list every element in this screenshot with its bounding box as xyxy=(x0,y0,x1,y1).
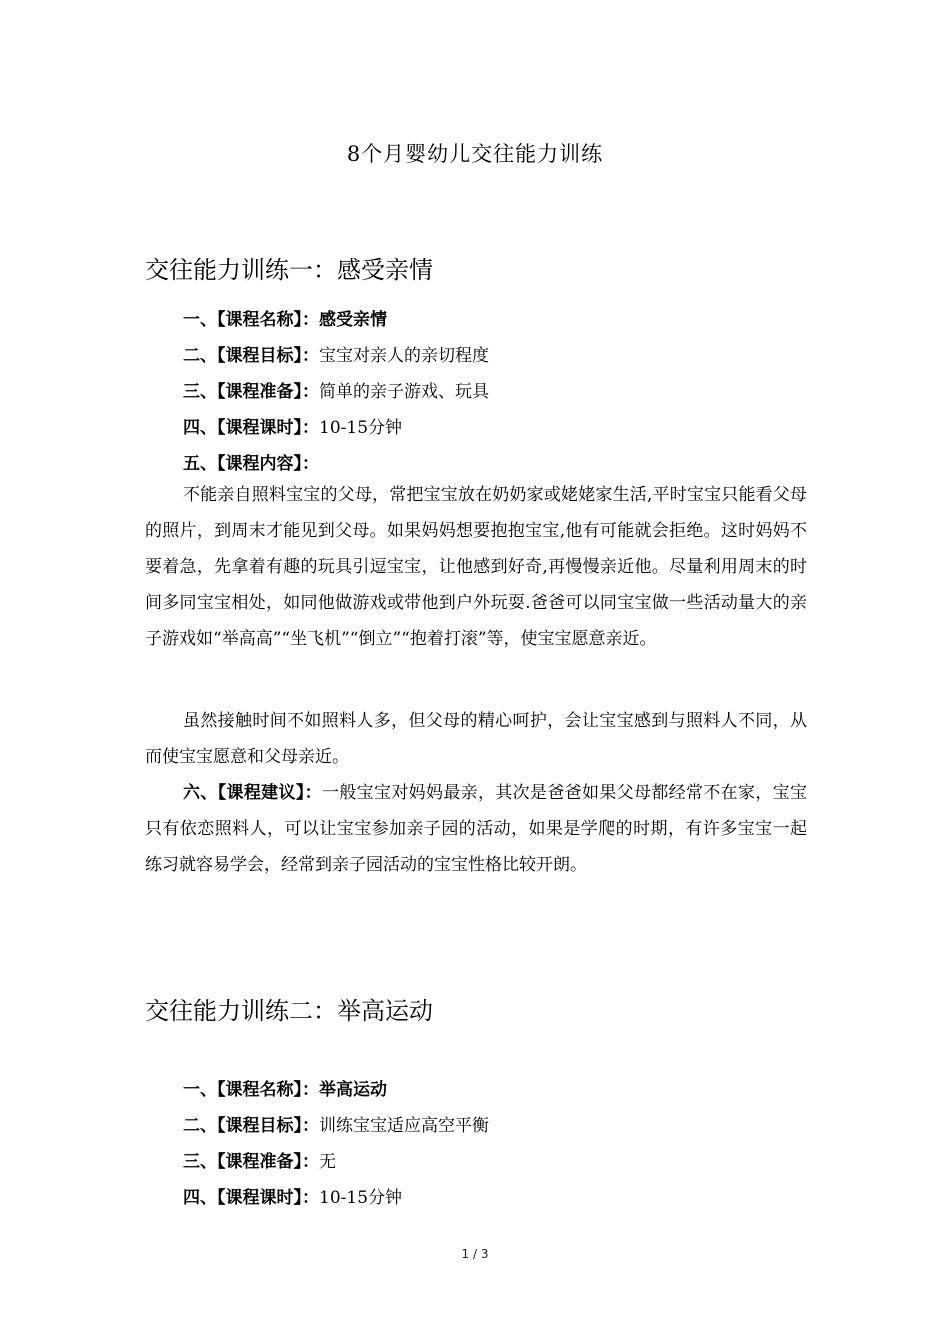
course-prep-label: 三、【课程准备】： xyxy=(183,382,319,402)
section1-course-prep xyxy=(183,377,489,402)
course-prep-value: 简单的亲子游戏、玩具 xyxy=(319,382,489,402)
course-name-value: 举高运动 xyxy=(319,1080,387,1100)
course-prep-label: 三、【课程准备】： xyxy=(183,1152,319,1172)
course-time-label: 四、【课程课时】： xyxy=(183,1188,319,1208)
course-goal-value: 宝宝对亲人的亲切程度 xyxy=(319,346,489,366)
section2-course-goal xyxy=(183,1111,489,1136)
course-goal-label: 二、【课程目标】： xyxy=(183,1116,319,1136)
section1-course-content xyxy=(183,449,319,474)
course-goal-label: 二、【课程目标】： xyxy=(183,346,319,366)
section1-course-name xyxy=(183,305,387,330)
course-time-value: 10-15分钟 xyxy=(319,1188,403,1208)
course-advice-label: 六、【课程建议】： xyxy=(183,783,322,803)
section2-course-prep xyxy=(183,1147,336,1172)
course-name-value: 感受亲情 xyxy=(319,310,387,330)
course-time-label: 四、【课程课时】： xyxy=(183,418,319,438)
section1-course-goal xyxy=(183,341,489,366)
course-prep-value: 无 xyxy=(319,1152,336,1172)
section1-content-paragraph-1: 不能亲自照料宝宝的父母，常把宝宝放在奶奶家或姥姥家生活,平时宝宝只能看父母的照片，到周末才能见到父母。如果妈妈想要抱抱宝宝,他有可能就会拒绝。这时妈妈不要着急，先拿着有趣的玩具引逗宝宝，让他感到好奇,再慢慢亲近他。尽量利用周末的时间多同宝宝相处，如同他做游戏或带他到户外玩耍.爸爸可以同宝宝做一些活动量大的亲子游戏如“举高高”“坐飞机”“倒立”“抱着打滚”等，使宝宝愿意亲近。 xyxy=(145,485,807,649)
section1-course-time xyxy=(183,413,402,438)
section2-course-name xyxy=(183,1075,387,1100)
section2-heading: 交往能力训练二：举高运动 xyxy=(145,997,433,1025)
section1-heading: 交往能力训练一：感受亲情 xyxy=(145,256,433,284)
section1-advice-paragraph xyxy=(145,775,807,883)
course-name-label: 一、【课程名称】： xyxy=(183,1080,319,1100)
course-advice-text: 一般宝宝对妈妈最亲，其次是爸爸如果父母都经常不在家，宝宝只有依恋照料人，可以让宝宝参加亲子园的活动，如果是学爬的时期，有许多宝宝一起练习就容易学会，经常到亲子园活动的宝宝性格比较开朗。 xyxy=(145,783,807,875)
course-name-label: 一、【课程名称】： xyxy=(183,310,319,330)
course-goal-value: 训练宝宝适应高空平衡 xyxy=(319,1116,489,1136)
course-content-label: 五、【课程内容】： xyxy=(183,454,319,474)
page-number: 1 / 3 xyxy=(461,1247,489,1261)
section1-content-paragraph-2: 虽然接触时间不如照料人多，但父母的精心呵护，会让宝宝感到与照料人不同，从而使宝宝愿意和父母亲近。 xyxy=(145,711,807,767)
document-title: 8个月婴幼儿交往能力训练 xyxy=(346,142,604,166)
course-time-value: 10-15分钟 xyxy=(319,418,403,438)
section2-course-time xyxy=(183,1183,402,1208)
